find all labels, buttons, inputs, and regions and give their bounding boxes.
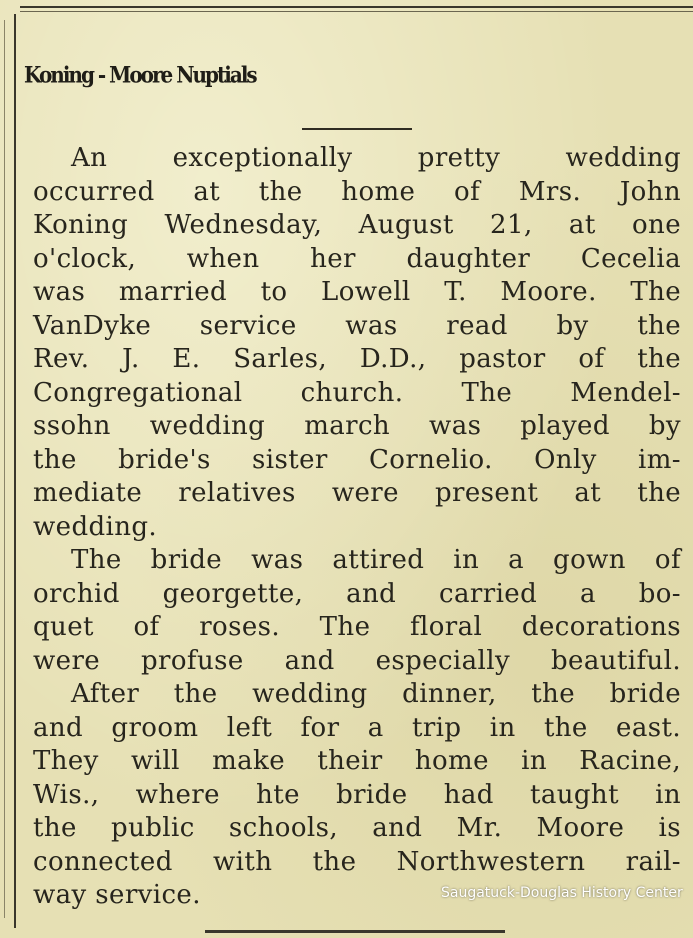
text-line: orchid georgette, and carried a bo- [33,578,681,609]
text-line: ssohn wedding march was played by [33,411,681,441]
text-line: connected with the Northwestern rail- [33,846,681,877]
text-line: way service. [33,880,201,910]
text-line: wedding. [33,511,158,542]
column-divider-faint [4,20,5,918]
bottom-border-rule [205,930,505,933]
text-line: Rev. J. E. Sarles, D.D., pastor of the [33,344,681,374]
paragraph [33,142,681,544]
article-body [33,142,681,913]
text-line: Congregational church. The Mendel- [33,377,681,408]
text-line: o'clock, when her daughter Cecelia [33,243,681,274]
text-line: Koning Wednesday, August 21, at one [33,210,681,240]
headline: Koning - Moore Nuptials [24,61,256,89]
text-line: the public schools, and Mr. Moore is [33,813,681,843]
top-border-rule-thin [20,11,693,12]
headline-underline-rule [302,128,412,130]
text-line: was married to Lowell T. Moore. The [33,277,681,307]
column-divider [14,14,16,928]
text-line: After the wedding dinner, the bride [71,679,681,709]
paragraph [33,544,681,678]
text-line: mediate relatives were present at the [33,478,681,508]
text-line: and groom left for a trip in the east. [33,712,681,743]
text-line: quet of roses. The floral decorations [33,612,681,642]
text-line: The bride was attired in a gown of [71,545,681,575]
text-line: were profuse and especially beautiful. [33,645,681,676]
text-line: the bride's sister Cornelio. Only im- [33,444,681,475]
text-line: occurred at the home of Mrs. John [33,176,681,207]
paragraph [33,678,681,913]
text-line: They will make their home in Racine, [33,746,681,776]
watermark-credit: Saugatuck-Douglas History Center [441,885,683,901]
text-line: VanDyke service was read by the [33,310,681,341]
top-border-rule [20,6,693,8]
text-line: Wis., where hte bride had taught in [33,779,681,810]
text-line: An exceptionally pretty wedding [71,143,681,173]
